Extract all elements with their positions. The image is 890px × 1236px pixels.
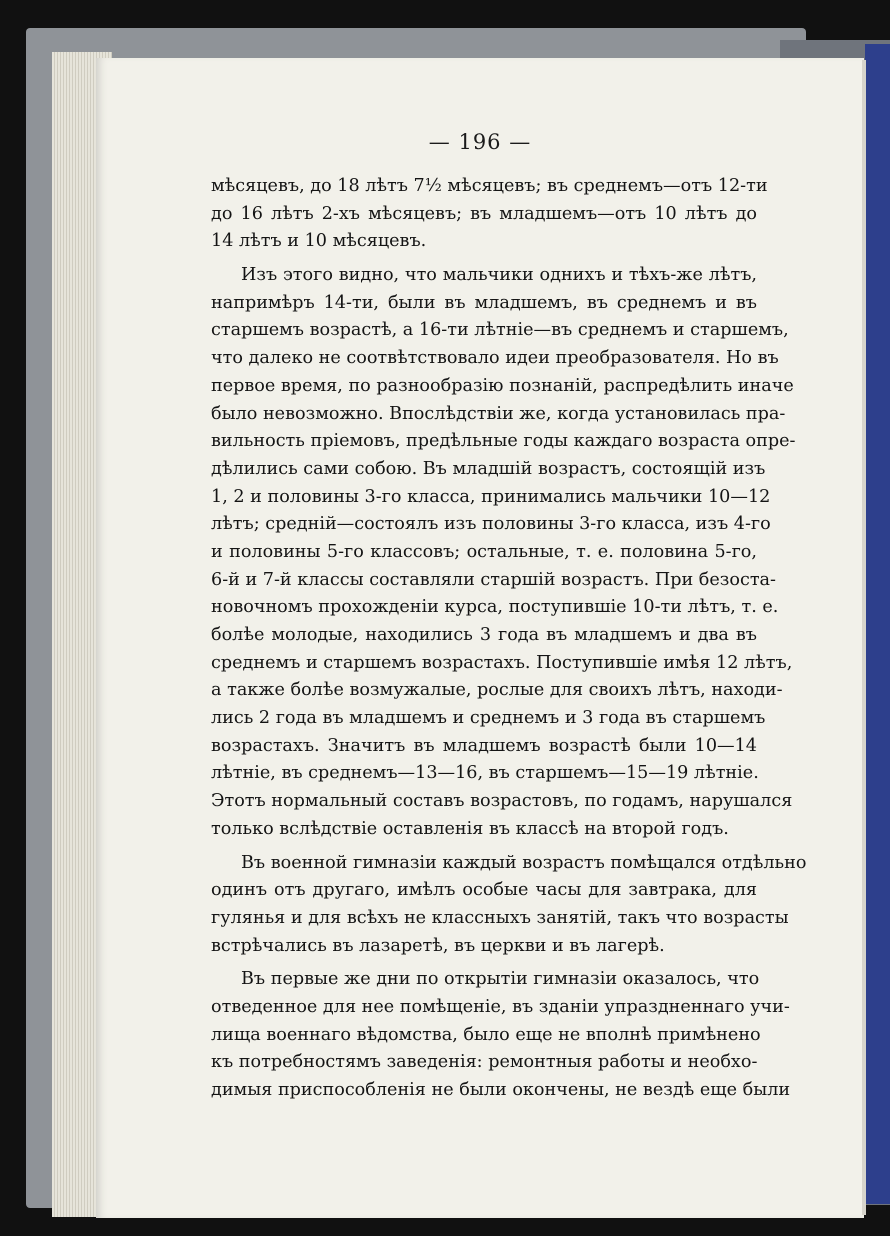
text-line: Въ первые же дни по открытіи гимназіи оказалось, что [241,969,760,990]
text-line: одинъ отъ другаго, имѣлъ особые часы для завтрака, для [211,880,757,901]
text-line: Этотъ нормальный составъ возрастовъ, по годамъ, нарушался [211,791,793,812]
book-spine-edge [865,44,890,1204]
text-line: Въ военной гимназіи каждый возрастъ помѣщался отдѣльно [241,852,807,873]
text-line: вильность пріемовъ, предѣльные годы каждаго возраста опре- [211,431,796,452]
text-line: среднемъ и старшемъ возрастахъ. Поступившіе имѣя 12 лѣтъ, [211,652,793,673]
text-line: 1, 2 и половины 3-го класса, принимались мальчики 10—12 [211,486,771,507]
text-line: а также болѣе возмужалые, рослые для своихъ лѣтъ, находи- [211,680,783,701]
text-line: гулянья и для всѣхъ не классныхъ занятій, такъ что возрасты [211,907,789,928]
text-line: отведенное для нее помѣщеніе, въ зданіи упраздненнаго учи- [211,996,790,1017]
paragraph [211,850,807,961]
paragraph [211,262,796,843]
text-line: лись 2 года въ младшемъ и среднемъ и 3 года въ старшемъ [211,708,766,729]
text-line: новочномъ прохожденіи курса, поступившіе 10-ти лѣтъ, т. е. [211,597,779,618]
text-line: первое время, по разнообразію познаній, распредѣлить иначе [211,375,794,396]
paragraph [211,173,768,256]
text-line: лѣтъ; средній—состоялъ изъ половины 3-го класса, изъ 4-го [211,514,771,535]
text-line: димыя приспособленія не были окончены, не вездѣ еще были [211,1080,791,1100]
text-line: возрастахъ. Значитъ въ младшемъ возрастѣ были 10—14 [211,735,757,756]
text-line: Изъ этого видно, что мальчики однихъ и тѣхъ-же лѣтъ, [241,265,757,286]
text-line: до 16 лѣтъ 2-хъ мѣсяцевъ; въ младшемъ—отъ 10 лѣтъ до [211,203,757,224]
text-line: было невозможно. Впослѣдствіи же, когда установилась пра- [211,403,786,424]
page-text [211,173,807,1105]
text-line: дѣлились сами собою. Въ младшій возрастъ, состоящій изъ [211,458,766,479]
text-line: только вслѣдствіе оставленія въ классѣ на второй годъ. [211,818,729,839]
book-page [96,58,864,1218]
text-line: мѣсяцевъ, до 18 лѣтъ 7½ мѣсяцевъ; въ среднемъ—отъ 12-ти [211,176,768,196]
page-right-edge [862,60,866,1215]
text-line: напримѣръ 14-ти, были въ младшемъ, въ среднемъ и въ [211,292,757,313]
text-line: что далеко не соотвѣтствовало идеи преобразователя. Но въ [211,348,779,369]
text-line: лѣтніе, въ среднемъ—13—16, въ старшемъ—15—19 лѣтніе. [211,763,759,784]
text-line: къ потребностямъ заведенія: ремонтныя работы и необхо- [211,1052,758,1073]
page-number: — 196 — [428,130,532,154]
text-line: 14 лѣтъ и 10 мѣсяцевъ. [211,231,427,252]
text-line: старшемъ возрастѣ, а 16-ти лѣтніе—въ среднемъ и старшемъ, [211,320,789,341]
text-line: встрѣчались въ лазаретѣ, въ церкви и въ лагерѣ. [211,935,665,956]
text-line: лища военнаго вѣдомства, было еще не вполнѣ примѣнено [211,1024,761,1045]
text-line: болѣе молодые, находились 3 года въ младшемъ и два въ [211,625,757,645]
paragraph [211,966,791,1104]
text-line: 6-й и 7-й классы составляли старшій возрастъ. При безоста- [211,569,776,590]
text-line: и половины 5-го классовъ; остальные, т. е. половина 5-го, [211,541,757,562]
